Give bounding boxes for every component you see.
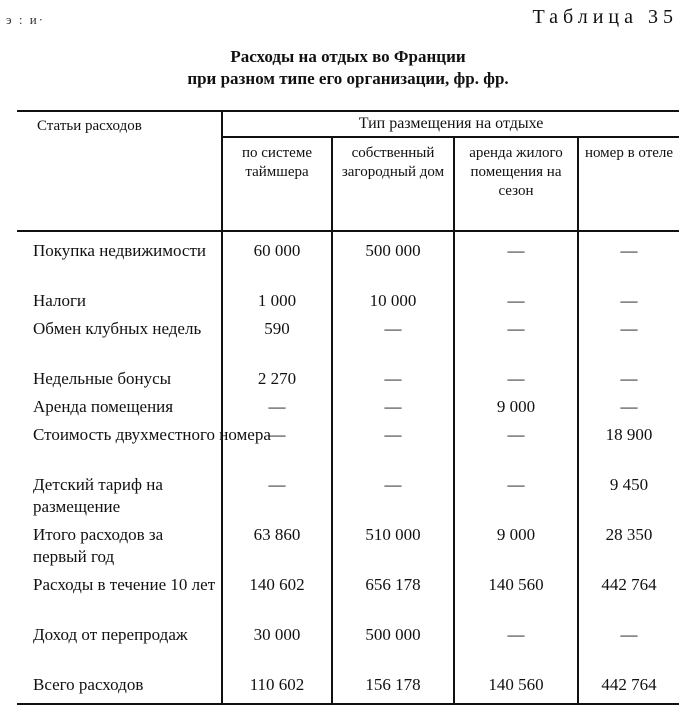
cell-hotel-room: —	[620, 319, 638, 338]
row-label: Покупка недвижимости	[17, 240, 222, 290]
cell-hotel-room: —	[620, 369, 638, 388]
table-row	[17, 396, 679, 424]
table-number: Таблица 35	[532, 6, 678, 28]
cell-seasonal-rent: —	[454, 474, 578, 524]
cell-country-house: 156 178	[332, 674, 454, 704]
header-seasonal-rent: аренда жилого помещения на сезон	[454, 137, 578, 231]
cell-hotel-room: 18 900	[605, 425, 653, 444]
table-row	[17, 368, 679, 396]
cell-country-house: —	[332, 424, 454, 474]
table-row	[17, 240, 679, 290]
cell-hotel-room: 9 450	[609, 475, 649, 494]
cell-timeshare: 590	[222, 318, 332, 368]
title-line-2: при разном типе его организации, фр. фр.	[187, 69, 509, 88]
cell-hotel-room: 442 764	[601, 575, 657, 594]
cell-seasonal-rent: 140 560	[454, 574, 578, 624]
header-items: Статьи расходов	[17, 111, 222, 231]
cell-hotel-room: 28 350	[605, 525, 653, 544]
row-label: Доход от перепродаж	[17, 624, 222, 674]
cell-timeshare: —	[222, 396, 332, 424]
cell-timeshare: 110 602	[222, 674, 332, 704]
cell-country-house: —	[332, 318, 454, 368]
cell-timeshare: 30 000	[222, 624, 332, 674]
header-country-house: собственный загородный дом	[332, 137, 454, 231]
table-row	[17, 290, 679, 318]
cell-timeshare: 60 000	[222, 240, 332, 290]
table-row	[17, 474, 679, 524]
page-corner-mark: э : и·	[6, 12, 45, 27]
table-row	[17, 624, 679, 674]
table-row	[17, 318, 679, 368]
cell-timeshare: 140 602	[222, 574, 332, 624]
table-title	[0, 46, 696, 90]
cell-seasonal-rent: —	[454, 624, 578, 674]
cell-country-house: —	[332, 474, 454, 524]
header-accommodation-type: Тип размещения на отдыхе	[222, 111, 679, 137]
row-label: Детский тариф на размещение	[17, 474, 222, 524]
cell-hotel-room: —	[620, 291, 638, 310]
table-row	[17, 574, 679, 624]
cell-country-house: 500 000	[332, 624, 454, 674]
cell-country-house: —	[332, 396, 454, 424]
cell-seasonal-rent: —	[454, 290, 578, 318]
cell-seasonal-rent: 9 000	[454, 524, 578, 574]
row-label: Расходы в течение 10 лет	[17, 574, 222, 624]
row-label: Итого расходов за первый год	[17, 524, 222, 574]
cell-timeshare: 1 000	[222, 290, 332, 318]
cell-seasonal-rent: —	[454, 240, 578, 290]
cell-country-house: 656 178	[332, 574, 454, 624]
cell-country-house: 510 000	[332, 524, 454, 574]
cell-timeshare: —	[222, 474, 332, 524]
title-line-1: Расходы на отдых во Франции	[230, 47, 466, 66]
cell-country-house: 10 000	[332, 290, 454, 318]
cell-seasonal-rent: 140 560	[454, 674, 578, 704]
cell-hotel-room: —	[620, 397, 638, 416]
cell-country-house: —	[332, 368, 454, 396]
cell-timeshare: 2 270	[222, 368, 332, 396]
table-row	[17, 424, 679, 474]
cell-seasonal-rent: —	[454, 318, 578, 368]
cell-hotel-room: —	[620, 625, 638, 644]
cell-timeshare: 63 860	[222, 524, 332, 574]
cell-seasonal-rent: —	[454, 368, 578, 396]
expenses-table	[17, 110, 679, 705]
cell-hotel-room: —	[620, 241, 638, 260]
table-row	[17, 674, 679, 704]
row-label: Всего расходов	[17, 674, 222, 704]
cell-timeshare: —	[222, 424, 332, 474]
row-label: Обмен клубных недель	[17, 318, 222, 368]
cell-seasonal-rent: —	[454, 424, 578, 474]
cell-hotel-room: 442 764	[578, 674, 679, 704]
header-timeshare: по системе таймшера	[222, 137, 332, 231]
row-label: Аренда помещения	[17, 396, 222, 424]
header-hotel-room: номер в отеле	[578, 137, 679, 231]
table-row	[17, 524, 679, 574]
row-label: Стоимость двухместного номера	[17, 424, 222, 474]
cell-country-house: 500 000	[332, 240, 454, 290]
cell-seasonal-rent: 9 000	[454, 396, 578, 424]
row-label: Недельные бонусы	[17, 368, 222, 396]
row-label: Налоги	[17, 290, 222, 318]
